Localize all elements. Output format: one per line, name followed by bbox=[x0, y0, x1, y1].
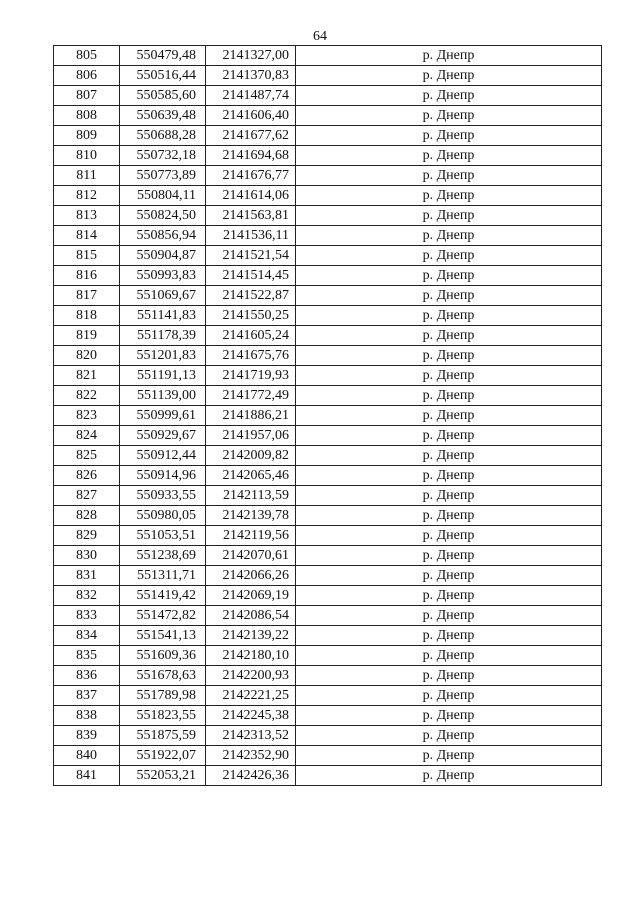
point-number-cell: 810 bbox=[54, 146, 120, 166]
y-coordinate-cell: 2141676,77 bbox=[206, 166, 296, 186]
x-coordinate-cell: 550912,44 bbox=[120, 446, 206, 466]
point-number-cell: 818 bbox=[54, 306, 120, 326]
description-cell: р. Днепр bbox=[296, 186, 602, 206]
description-cell: р. Днепр bbox=[296, 86, 602, 106]
y-coordinate-cell: 2142009,82 bbox=[206, 446, 296, 466]
table-row bbox=[54, 726, 602, 746]
y-coordinate-cell: 2142069,19 bbox=[206, 586, 296, 606]
x-coordinate-cell: 551201,83 bbox=[120, 346, 206, 366]
point-number-cell: 806 bbox=[54, 66, 120, 86]
x-coordinate-cell: 551069,67 bbox=[120, 286, 206, 306]
y-coordinate-cell: 2142313,52 bbox=[206, 726, 296, 746]
y-coordinate-cell: 2141522,87 bbox=[206, 286, 296, 306]
x-coordinate-cell: 551419,42 bbox=[120, 586, 206, 606]
y-coordinate-cell: 2141563,81 bbox=[206, 206, 296, 226]
y-coordinate-cell: 2142245,38 bbox=[206, 706, 296, 726]
description-cell: р. Днепр bbox=[296, 626, 602, 646]
point-number-cell: 816 bbox=[54, 266, 120, 286]
description-cell: р. Днепр bbox=[296, 366, 602, 386]
x-coordinate-cell: 550688,28 bbox=[120, 126, 206, 146]
x-coordinate-cell: 551823,55 bbox=[120, 706, 206, 726]
table-row bbox=[54, 466, 602, 486]
x-coordinate-cell: 550914,96 bbox=[120, 466, 206, 486]
table-row bbox=[54, 166, 602, 186]
description-cell: р. Днепр bbox=[296, 506, 602, 526]
point-number-cell: 811 bbox=[54, 166, 120, 186]
y-coordinate-cell: 2141772,49 bbox=[206, 386, 296, 406]
point-number-cell: 822 bbox=[54, 386, 120, 406]
table-row bbox=[54, 546, 602, 566]
description-cell: р. Днепр bbox=[296, 686, 602, 706]
point-number-cell: 823 bbox=[54, 406, 120, 426]
table-row bbox=[54, 506, 602, 526]
x-coordinate-cell: 550999,61 bbox=[120, 406, 206, 426]
y-coordinate-cell: 2142426,36 bbox=[206, 766, 296, 786]
y-coordinate-cell: 2141677,62 bbox=[206, 126, 296, 146]
point-number-cell: 809 bbox=[54, 126, 120, 146]
table-row bbox=[54, 526, 602, 546]
description-cell: р. Днепр bbox=[296, 446, 602, 466]
description-cell: р. Днепр bbox=[296, 246, 602, 266]
point-number-cell: 820 bbox=[54, 346, 120, 366]
table-row bbox=[54, 626, 602, 646]
description-cell: р. Днепр bbox=[296, 346, 602, 366]
description-cell: р. Днепр bbox=[296, 666, 602, 686]
x-coordinate-cell: 550479,48 bbox=[120, 46, 206, 66]
x-coordinate-cell: 550804,11 bbox=[120, 186, 206, 206]
table-row bbox=[54, 226, 602, 246]
point-number-cell: 839 bbox=[54, 726, 120, 746]
table-row bbox=[54, 106, 602, 126]
y-coordinate-cell: 2142200,93 bbox=[206, 666, 296, 686]
description-cell: р. Днепр bbox=[296, 546, 602, 566]
table-row bbox=[54, 766, 602, 786]
description-cell: р. Днепр bbox=[296, 126, 602, 146]
description-cell: р. Днепр bbox=[296, 286, 602, 306]
point-number-cell: 821 bbox=[54, 366, 120, 386]
description-cell: р. Днепр bbox=[296, 606, 602, 626]
x-coordinate-cell: 551311,71 bbox=[120, 566, 206, 586]
point-number-cell: 825 bbox=[54, 446, 120, 466]
point-number-cell: 814 bbox=[54, 226, 120, 246]
y-coordinate-cell: 2142065,46 bbox=[206, 466, 296, 486]
y-coordinate-cell: 2141605,24 bbox=[206, 326, 296, 346]
table-row bbox=[54, 426, 602, 446]
x-coordinate-cell: 550516,44 bbox=[120, 66, 206, 86]
point-number-cell: 836 bbox=[54, 666, 120, 686]
table-row bbox=[54, 46, 602, 66]
table-row bbox=[54, 146, 602, 166]
table-row bbox=[54, 686, 602, 706]
description-cell: р. Днепр bbox=[296, 726, 602, 746]
point-number-cell: 815 bbox=[54, 246, 120, 266]
x-coordinate-cell: 551178,39 bbox=[120, 326, 206, 346]
y-coordinate-cell: 2141606,40 bbox=[206, 106, 296, 126]
description-cell: р. Днепр bbox=[296, 66, 602, 86]
description-cell: р. Днепр bbox=[296, 146, 602, 166]
description-cell: р. Днепр bbox=[296, 466, 602, 486]
description-cell: р. Днепр bbox=[296, 746, 602, 766]
table-row bbox=[54, 186, 602, 206]
table-row bbox=[54, 406, 602, 426]
x-coordinate-cell: 550732,18 bbox=[120, 146, 206, 166]
point-number-cell: 840 bbox=[54, 746, 120, 766]
description-cell: р. Днепр bbox=[296, 426, 602, 446]
x-coordinate-cell: 550773,89 bbox=[120, 166, 206, 186]
description-cell: р. Днепр bbox=[296, 166, 602, 186]
x-coordinate-cell: 550824,50 bbox=[120, 206, 206, 226]
description-cell: р. Днепр bbox=[296, 526, 602, 546]
description-cell: р. Днепр bbox=[296, 586, 602, 606]
x-coordinate-cell: 550904,87 bbox=[120, 246, 206, 266]
x-coordinate-cell: 550980,05 bbox=[120, 506, 206, 526]
point-number-cell: 834 bbox=[54, 626, 120, 646]
y-coordinate-cell: 2142066,26 bbox=[206, 566, 296, 586]
x-coordinate-cell: 551789,98 bbox=[120, 686, 206, 706]
table-row bbox=[54, 306, 602, 326]
table-row bbox=[54, 606, 602, 626]
table-row bbox=[54, 486, 602, 506]
table-row bbox=[54, 366, 602, 386]
y-coordinate-cell: 2142180,10 bbox=[206, 646, 296, 666]
table-row bbox=[54, 346, 602, 366]
description-cell: р. Днепр bbox=[296, 46, 602, 66]
table-row bbox=[54, 326, 602, 346]
x-coordinate-cell: 550585,60 bbox=[120, 86, 206, 106]
point-number-cell: 837 bbox=[54, 686, 120, 706]
x-coordinate-cell: 551141,83 bbox=[120, 306, 206, 326]
x-coordinate-cell: 550639,48 bbox=[120, 106, 206, 126]
coordinate-table bbox=[53, 45, 602, 786]
point-number-cell: 835 bbox=[54, 646, 120, 666]
description-cell: р. Днепр bbox=[296, 486, 602, 506]
description-cell: р. Днепр bbox=[296, 206, 602, 226]
y-coordinate-cell: 2141675,76 bbox=[206, 346, 296, 366]
table-row bbox=[54, 66, 602, 86]
y-coordinate-cell: 2142352,90 bbox=[206, 746, 296, 766]
page-number: 64 bbox=[313, 29, 327, 44]
y-coordinate-cell: 2141327,00 bbox=[206, 46, 296, 66]
point-number-cell: 819 bbox=[54, 326, 120, 346]
x-coordinate-cell: 550929,67 bbox=[120, 426, 206, 446]
x-coordinate-cell: 550993,83 bbox=[120, 266, 206, 286]
table-row bbox=[54, 206, 602, 226]
y-coordinate-cell: 2141614,06 bbox=[206, 186, 296, 206]
point-number-cell: 824 bbox=[54, 426, 120, 446]
description-cell: р. Днепр bbox=[296, 226, 602, 246]
table-row bbox=[54, 566, 602, 586]
x-coordinate-cell: 551875,59 bbox=[120, 726, 206, 746]
y-coordinate-cell: 2142139,78 bbox=[206, 506, 296, 526]
point-number-cell: 832 bbox=[54, 586, 120, 606]
description-cell: р. Днепр bbox=[296, 766, 602, 786]
y-coordinate-cell: 2141957,06 bbox=[206, 426, 296, 446]
description-cell: р. Днепр bbox=[296, 646, 602, 666]
x-coordinate-cell: 552053,21 bbox=[120, 766, 206, 786]
y-coordinate-cell: 2141487,74 bbox=[206, 86, 296, 106]
description-cell: р. Днепр bbox=[296, 326, 602, 346]
x-coordinate-cell: 551053,51 bbox=[120, 526, 206, 546]
y-coordinate-cell: 2142139,22 bbox=[206, 626, 296, 646]
coordinate-table-body bbox=[54, 46, 602, 786]
point-number-cell: 831 bbox=[54, 566, 120, 586]
table-row bbox=[54, 126, 602, 146]
y-coordinate-cell: 2141719,93 bbox=[206, 366, 296, 386]
y-coordinate-cell: 2141536,11 bbox=[206, 226, 296, 246]
y-coordinate-cell: 2142119,56 bbox=[206, 526, 296, 546]
table-row bbox=[54, 666, 602, 686]
y-coordinate-cell: 2141514,45 bbox=[206, 266, 296, 286]
x-coordinate-cell: 551922,07 bbox=[120, 746, 206, 766]
table-row bbox=[54, 266, 602, 286]
y-coordinate-cell: 2142086,54 bbox=[206, 606, 296, 626]
x-coordinate-cell: 551191,13 bbox=[120, 366, 206, 386]
description-cell: р. Днепр bbox=[296, 306, 602, 326]
point-number-cell: 805 bbox=[54, 46, 120, 66]
description-cell: р. Днепр bbox=[296, 706, 602, 726]
description-cell: р. Днепр bbox=[296, 406, 602, 426]
table-row bbox=[54, 86, 602, 106]
table-row bbox=[54, 446, 602, 466]
point-number-cell: 828 bbox=[54, 506, 120, 526]
point-number-cell: 830 bbox=[54, 546, 120, 566]
table-row bbox=[54, 746, 602, 766]
point-number-cell: 826 bbox=[54, 466, 120, 486]
description-cell: р. Днепр bbox=[296, 106, 602, 126]
y-coordinate-cell: 2142113,59 bbox=[206, 486, 296, 506]
y-coordinate-cell: 2141886,21 bbox=[206, 406, 296, 426]
x-coordinate-cell: 551541,13 bbox=[120, 626, 206, 646]
x-coordinate-cell: 551238,69 bbox=[120, 546, 206, 566]
point-number-cell: 841 bbox=[54, 766, 120, 786]
y-coordinate-cell: 2141694,68 bbox=[206, 146, 296, 166]
point-number-cell: 838 bbox=[54, 706, 120, 726]
y-coordinate-cell: 2141521,54 bbox=[206, 246, 296, 266]
table-row bbox=[54, 246, 602, 266]
y-coordinate-cell: 2142221,25 bbox=[206, 686, 296, 706]
point-number-cell: 829 bbox=[54, 526, 120, 546]
description-cell: р. Днепр bbox=[296, 566, 602, 586]
point-number-cell: 833 bbox=[54, 606, 120, 626]
description-cell: р. Днепр bbox=[296, 386, 602, 406]
point-number-cell: 812 bbox=[54, 186, 120, 206]
point-number-cell: 813 bbox=[54, 206, 120, 226]
table-row bbox=[54, 646, 602, 666]
x-coordinate-cell: 551472,82 bbox=[120, 606, 206, 626]
x-coordinate-cell: 551609,36 bbox=[120, 646, 206, 666]
table-row bbox=[54, 706, 602, 726]
y-coordinate-cell: 2141550,25 bbox=[206, 306, 296, 326]
x-coordinate-cell: 550933,55 bbox=[120, 486, 206, 506]
y-coordinate-cell: 2142070,61 bbox=[206, 546, 296, 566]
point-number-cell: 808 bbox=[54, 106, 120, 126]
x-coordinate-cell: 550856,94 bbox=[120, 226, 206, 246]
table-row bbox=[54, 586, 602, 606]
table-row bbox=[54, 286, 602, 306]
point-number-cell: 817 bbox=[54, 286, 120, 306]
point-number-cell: 827 bbox=[54, 486, 120, 506]
description-cell: р. Днепр bbox=[296, 266, 602, 286]
x-coordinate-cell: 551678,63 bbox=[120, 666, 206, 686]
y-coordinate-cell: 2141370,83 bbox=[206, 66, 296, 86]
x-coordinate-cell: 551139,00 bbox=[120, 386, 206, 406]
point-number-cell: 807 bbox=[54, 86, 120, 106]
table-row bbox=[54, 386, 602, 406]
